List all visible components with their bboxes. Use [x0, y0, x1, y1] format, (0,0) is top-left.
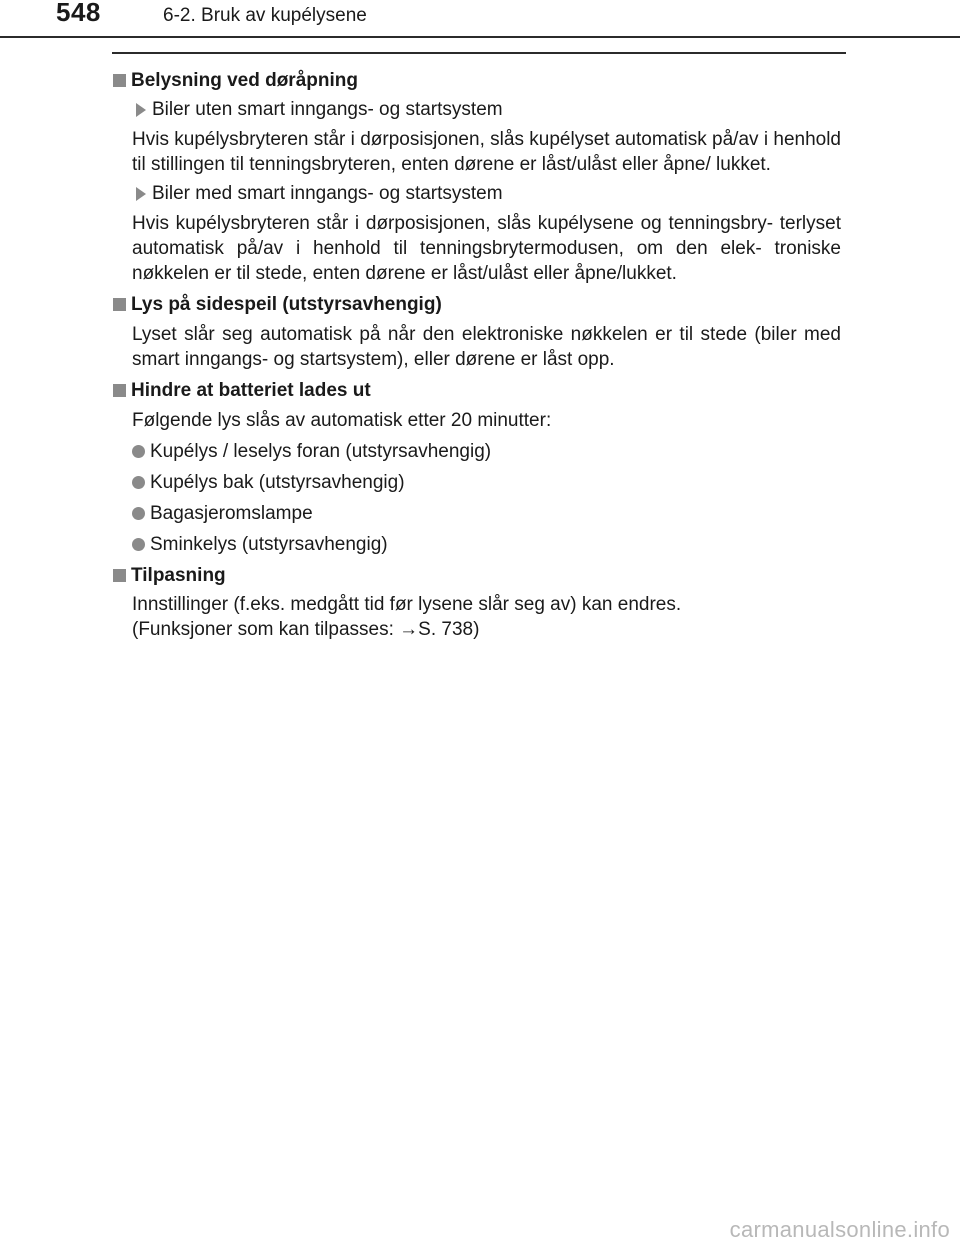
customization-line-1: Innstillinger (f.eks. medgått tid før lysene slår seg av) kan endres. — [132, 594, 682, 615]
list-item-text: Kupélys / leselys foran (utstyrsavhengig) — [150, 441, 492, 462]
chapter-title: 6-2. Bruk av kupélysene — [163, 5, 367, 26]
square-bullet-icon — [113, 74, 126, 87]
paragraph-customization — [132, 592, 841, 642]
paragraph-battery-intro: Følgende lys slås av automatisk etter 20 minutter: — [132, 410, 552, 431]
list-item — [132, 470, 841, 495]
subheading-without-smart — [132, 97, 841, 122]
section-divider — [112, 52, 846, 54]
subheading-with-smart — [132, 181, 841, 206]
triangle-marker-icon — [136, 187, 146, 201]
page-content — [113, 62, 841, 642]
square-bullet-icon — [113, 298, 126, 311]
subheading-text: Biler med smart inngangs- og startsystem — [152, 183, 503, 204]
heading-side-mirror — [113, 292, 841, 317]
round-bullet-icon — [132, 538, 145, 551]
page-number: 548 — [56, 0, 101, 27]
heading-text: Lys på sidespeil (utstyrsavhengig) — [131, 294, 442, 315]
heading-text: Hindre at batteriet lades ut — [131, 380, 371, 401]
heading-customization — [113, 563, 841, 588]
subheading-text: Biler uten smart inngangs- og startsystem — [152, 99, 503, 120]
list-item — [132, 532, 841, 557]
customization-cross-reference[interactable]: (Funksjoner som kan tilpasses: →S. 738) — [132, 619, 480, 640]
heading-battery — [113, 378, 841, 403]
square-bullet-icon — [113, 384, 126, 397]
round-bullet-icon — [132, 507, 145, 520]
paragraph-without-smart: Hvis kupélysbryteren står i dørposisjonen, slås kupélyset automatisk på/av i henhold til stillingen til tenningsbryteren, enten dørene er låst/ulåst eller åpne/ lukket. — [132, 129, 841, 175]
page-header — [0, 0, 960, 36]
paragraph-with-smart: Hvis kupélysbryteren står i dørposisjonen, slås kupélysene og tenningsbry- terlyset automatisk på/av i henhold til tenningsbrytermodusen, om den elek- troniske nøkkelen er til stede, enten dørene er låst/ulåst eller åpne/lukket. — [132, 213, 841, 284]
triangle-marker-icon — [136, 103, 146, 117]
round-bullet-icon — [132, 476, 145, 489]
heading-door-lighting — [113, 68, 841, 93]
list-item — [132, 439, 841, 464]
square-bullet-icon — [113, 569, 126, 582]
heading-text: Tilpasning — [131, 565, 226, 586]
list-item-text: Kupélys bak (utstyrsavhengig) — [150, 472, 405, 493]
watermark: carmanualsonline.info — [729, 1217, 950, 1242]
round-bullet-icon — [132, 445, 145, 458]
header-divider — [0, 36, 960, 38]
list-item-text: Sminkelys (utstyrsavhengig) — [150, 534, 388, 555]
list-item — [132, 501, 841, 526]
paragraph-side-mirror: Lyset slår seg automatisk på når den elektroniske nøkkelen er til stede (biler med smart inngangs- og startsystem), eller dørene er låst opp. — [132, 324, 841, 370]
list-item-text: Bagasjeromslampe — [150, 503, 313, 524]
heading-text: Belysning ved døråpning — [131, 70, 358, 91]
